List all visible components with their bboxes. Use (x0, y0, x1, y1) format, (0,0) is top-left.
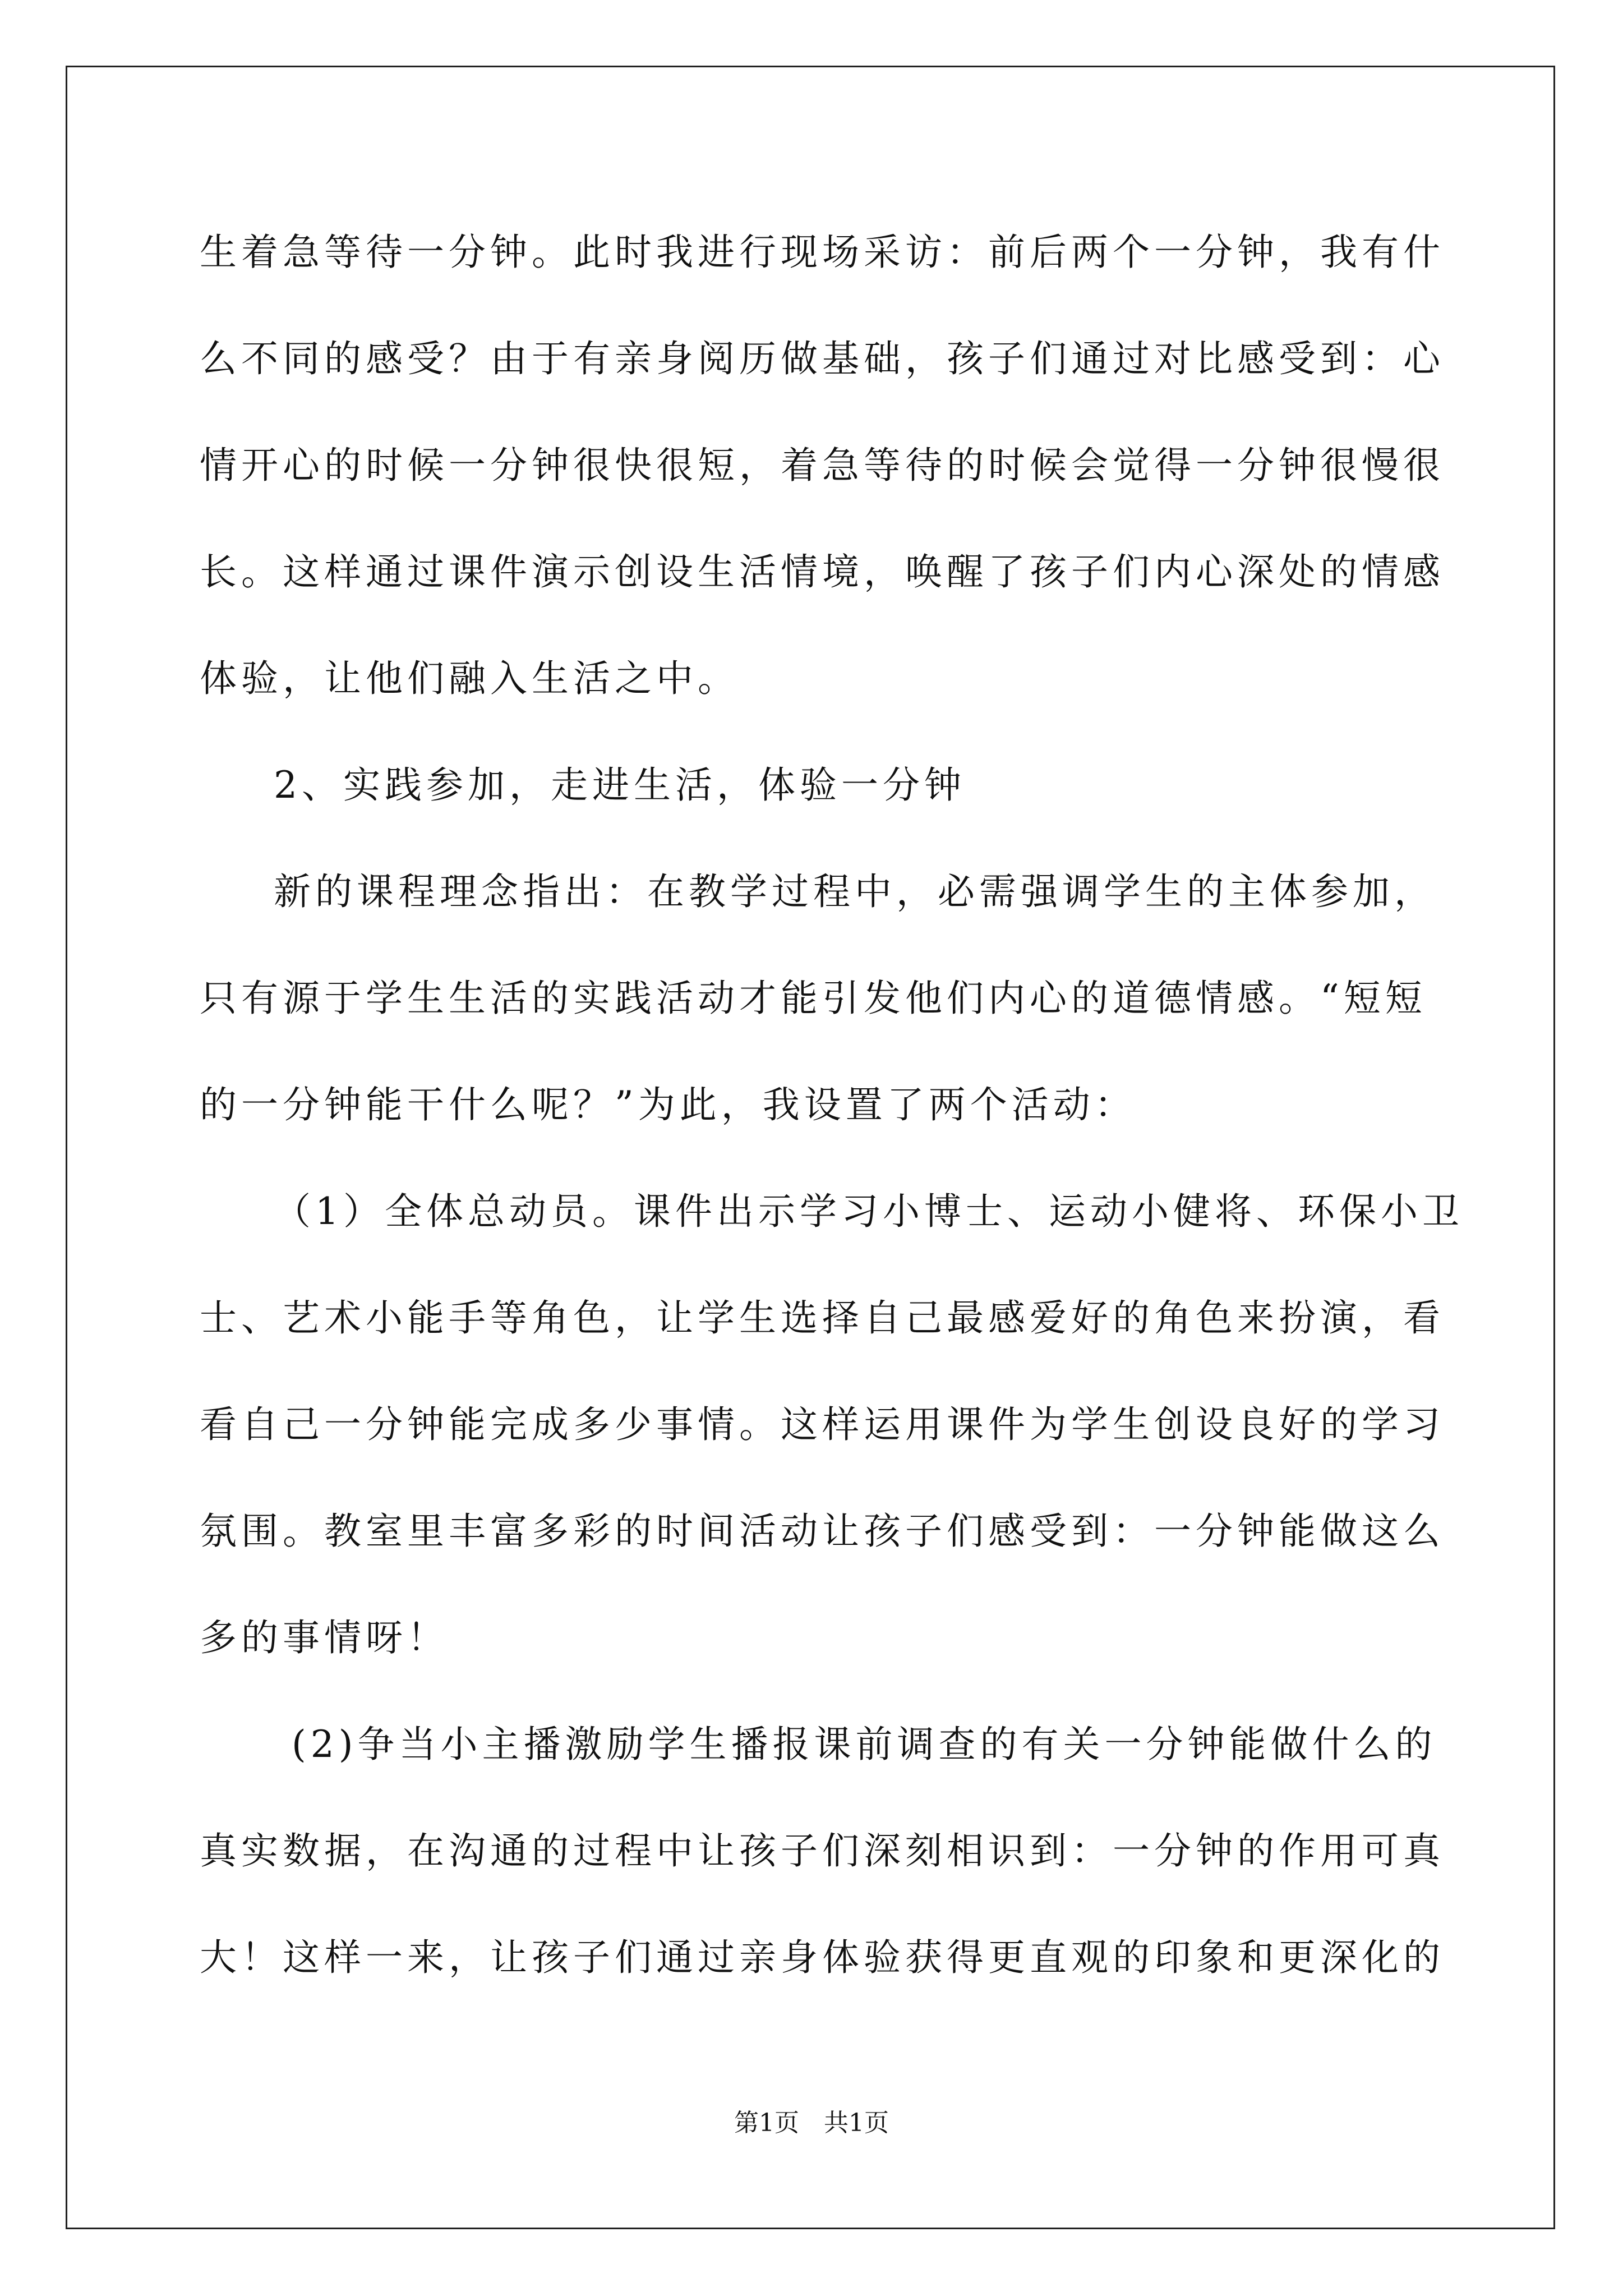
text-line: 长。这样通过课件演示创设生活情境，唤醒了孩子们内心深处的情感 (200, 550, 1445, 593)
text-line: 生着急等待一分钟。此时我进行现场采访：前后两个一分钟，我有什 (200, 231, 1445, 274)
text-line: (2)争当小主播激励学生播报课前调查的有关一分钟能做什么的 (292, 1723, 1437, 1766)
page-border (66, 66, 1555, 2229)
text-line: 情开心的时候一分钟很快很短，着急等待的时候会觉得一分钟很慢很 (200, 444, 1445, 487)
text-line: 么不同的感受？由于有亲身阅历做基础，孩子们通过对比感受到：心 (200, 337, 1445, 380)
text-line: 真实数据，在沟通的过程中让孩子们深刻相识到：一分钟的作用可真 (200, 1829, 1445, 1872)
text-line: （1）全体总动员。课件出示学习小博士、运动小健将、环保小卫 (274, 1190, 1464, 1233)
section-heading: 2、实践参加，走进生活，体验一分钟 (274, 763, 966, 807)
text-line: 氛围。教室里丰富多彩的时间活动让孩子们感受到：一分钟能做这么 (200, 1510, 1445, 1553)
text-line: 新的课程理念指出：在教学过程中，必需强调学生的主体参加， (274, 870, 1436, 913)
text-line: 体验，让他们融入生活之中。 (200, 657, 739, 700)
text-line: 多的事情呀！ (200, 1616, 449, 1659)
text-line: 的一分钟能干什么呢？”为此，我设置了两个活动： (200, 1083, 1136, 1126)
page-number: 第1页 共1页 (734, 2109, 889, 2137)
text-line: 只有源于学生生活的实践活动才能引发他们内心的道德情感。“短短 (200, 977, 1427, 1020)
text-line: 大！这样一来，让孩子们通过亲身体验获得更直观的印象和更深化的 (200, 1936, 1445, 1979)
text-line: 看自己一分钟能完成多少事情。这样运用课件为学生创设良好的学习 (200, 1403, 1445, 1446)
text-line: 士、艺术小能手等角色，让学生选择自己最感爱好的角色来扮演，看 (200, 1296, 1445, 1340)
